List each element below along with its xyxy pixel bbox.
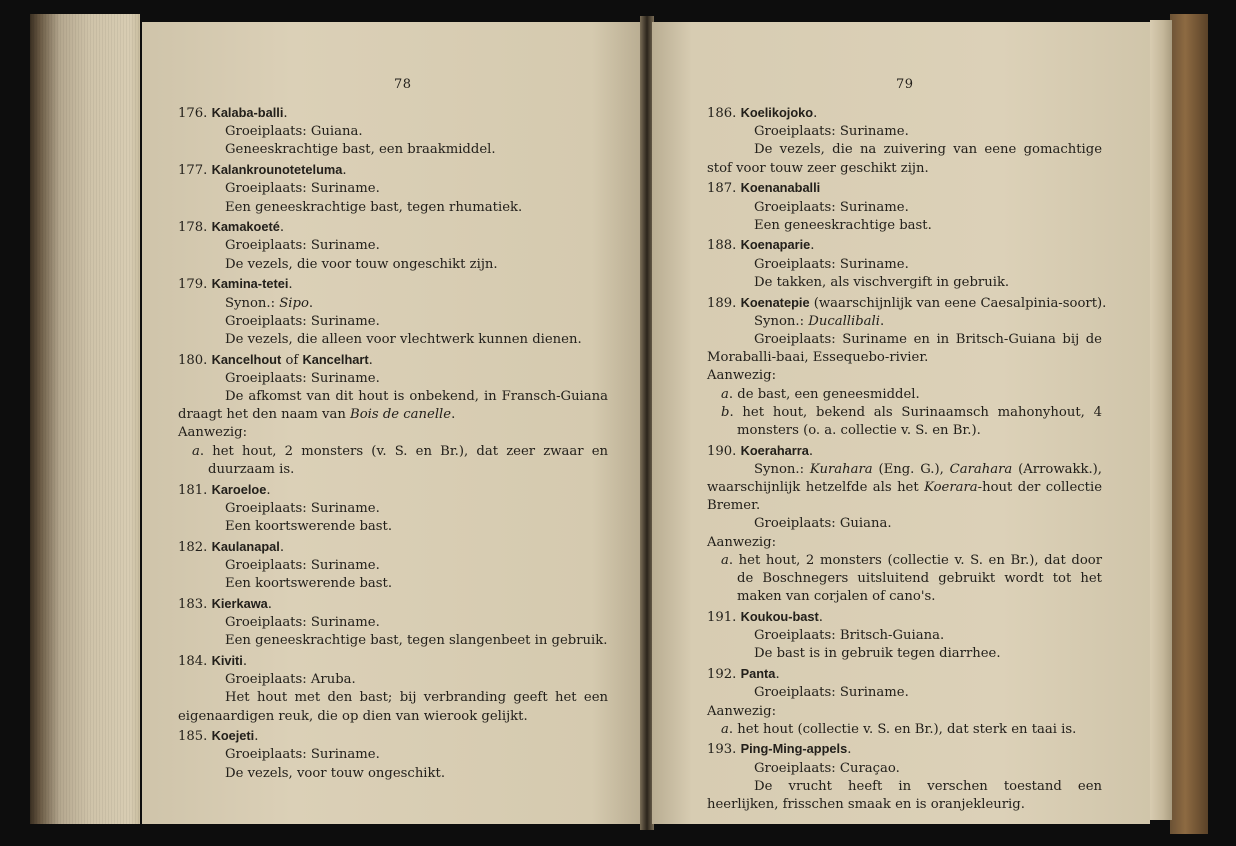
aanwezig-label: Aanwezig:	[707, 534, 777, 550]
entry-paragraph: De afkomst van dit hout is onbekend, in Fransch-Guiana draagt het den naam van Bois de canelle.	[178, 389, 608, 423]
entry-number: 180.	[178, 352, 208, 368]
aanwezig-label: Aanwezig:	[178, 425, 248, 441]
sample-item: a. het hout (collectie v. S. en Br.), dat sterk en taai is.	[721, 721, 1077, 737]
entry-line: De takken, als vischvergift in gebruik.	[754, 274, 1010, 290]
entry-number: 193.	[707, 742, 737, 758]
entry-line: Een koortswerende bast.	[225, 576, 393, 592]
entry-term: Kierkawa	[211, 595, 268, 611]
entry-list	[178, 104, 608, 784]
entry-line: Groeiplaats: Curaçao.	[754, 760, 900, 776]
entry-line: Groeiplaats: Suriname.	[754, 199, 909, 215]
entry-182: 182. Kaulanapal. Groeiplaats: Suriname. Een koortswerende bast.	[178, 538, 608, 594]
entry-term: Kalaba-balli	[211, 105, 284, 120]
entry-186: 186. Koelikojoko. Groeiplaats: Suriname. De vezels, die na zuivering van eene gomachtige stof voor touw zeer geschikt zijn.	[707, 104, 1102, 178]
entry-line: Groeiplaats: Guiana.	[225, 124, 363, 140]
right-page	[652, 22, 1150, 824]
entry-177: 177. Kalankrounoteteluma. Groeiplaats: Suriname. Een geneeskrachtige bast, tegen rhumatiek.	[178, 161, 608, 217]
page-number: 78	[394, 77, 412, 92]
entry-term-alt: Kancelhart	[302, 351, 369, 367]
entry-term: Koeraharra	[740, 442, 809, 458]
entry-line: Een geneeskrachtige bast, tegen rhumatiek.	[225, 199, 523, 215]
entry-number: 176.	[178, 106, 208, 121]
book-cover-right	[1170, 14, 1208, 834]
entry-193: 193. Ping-Ming-appels. Groeiplaats: Curaçao. De vrucht heeft in verschen toestand een heerlijken, frisschen smaak en is oranjekleurig.	[707, 740, 1102, 814]
entry-number: 189.	[707, 295, 737, 311]
entry-paragraph: Het hout met den bast; bij verbranding geeft het een eigenaardigen reuk, die op dien van wierook gelijkt.	[178, 690, 608, 724]
entry-line: De bast is in gebruik tegen diarrhee.	[754, 646, 1001, 662]
entry-term: Karoeloe	[211, 481, 267, 497]
entry-list	[707, 104, 1107, 816]
entry-number: 179.	[178, 277, 208, 293]
entry-191: 191. Koukou-bast. Groeiplaats: Britsch-Guiana. De bast is in gebruik tegen diarrhee.	[707, 608, 1102, 664]
entry-line: Groeiplaats: Suriname.	[225, 370, 380, 386]
entry-paragraph: De vezels, die na zuivering van eene gomachtige stof voor touw zeer geschikt zijn.	[707, 142, 1102, 176]
entry-number: 186.	[707, 106, 737, 121]
left-page	[142, 22, 642, 824]
entry-line: Groeiplaats: Suriname.	[225, 181, 380, 197]
entry-line: De vezels, die voor touw ongeschikt zijn.	[225, 256, 498, 272]
entry-185: 185. Koejeti. Groeiplaats: Suriname. De vezels, voor touw ongeschikt.	[178, 727, 608, 783]
entry-number: 178.	[178, 220, 208, 236]
entry-term: Kalankrounoteteluma	[211, 162, 343, 178]
entry-number: 188.	[707, 238, 737, 254]
entry-number: 181.	[178, 482, 208, 498]
page-number: 79	[896, 77, 914, 92]
entry-179: 179. Kamina-tetei. Synon.: Sipo. Groeiplaats: Suriname. De vezels, die alleen voor vlechtwerk kunnen dienen.	[178, 275, 608, 349]
entry-line: Groeiplaats: Suriname.	[225, 614, 380, 630]
entry-line: Groeiplaats: Suriname.	[225, 500, 380, 516]
synonym-line: Synon.: Sipo.	[225, 295, 314, 311]
entry-term: Koenaparie	[740, 237, 811, 253]
entry-term: Koukou-bast	[740, 608, 819, 624]
entry-line: Groeiplaats: Suriname.	[225, 238, 380, 254]
entry-term: Koenatepie	[740, 294, 810, 310]
synonym-line: Synon.: Kurahara (Eng. G.), Carahara (Arrowakk.), waarschijnlijk hetzelfde als het Koerara-hout der collectie Bremer.	[707, 461, 1103, 514]
entry-line: Groeiplaats: Guiana.	[754, 516, 892, 532]
sample-item: a. het hout, 2 monsters (collectie v. S. en Br.), dat door de Boschnegers uitsluitend gebruikt wordt tot het maken van corjalen of cano's.	[721, 552, 1102, 605]
entry-paragraph: De vrucht heeft in verschen toestand een heerlijken, frisschen smaak en is oranjekleurig.	[707, 778, 1102, 813]
entry-number: 190.	[707, 443, 737, 459]
entry-line: Groeiplaats: Suriname.	[754, 256, 909, 272]
aanwezig-label: Aanwezig:	[707, 368, 777, 384]
entry-term: Kancelhout	[211, 351, 282, 367]
entry-180: 180. Kancelhout of Kancelhart. Groeiplaats: Suriname. De afkomst van dit hout is onbekend, in Fransch-Guiana draagt het den naam van Bois de canelle. Aanwezig: a. het hout, 2 monsters (v. S. en Br.), dat zeer zwaar en duurzaam is.	[178, 351, 608, 479]
entry-number: 185.	[178, 729, 208, 745]
entry-term: Kaulanapal	[211, 538, 280, 554]
entry-line: Een geneeskrachtige bast.	[754, 217, 932, 233]
entry-187	[707, 179, 1102, 235]
entry-181: 181. Karoeloe. Groeiplaats: Suriname. Een koortswerende bast.	[178, 481, 608, 537]
entry-number: 182.	[178, 539, 208, 555]
entry-term: Kiviti	[211, 652, 243, 668]
entry-line: Groeiplaats: Suriname.	[754, 685, 909, 701]
entry-line: Groeiplaats: Aruba.	[225, 672, 356, 688]
entry-paragraph: Groeiplaats: Suriname en in Britsch-Guiana bij de Moraballi-baai, Essequebo-rivier.	[707, 331, 1102, 366]
entry-number: 177.	[178, 163, 208, 179]
entry-176: 176. Kalaba-balli. Groeiplaats: Guiana. Geneeskrachtige bast, een braakmiddel.	[178, 104, 608, 160]
entry-number: 191.	[707, 609, 737, 625]
entry-number: 183.	[178, 596, 208, 612]
entry-line: De vezels, die alleen voor vlechtwerk kunnen dienen.	[225, 331, 582, 347]
entry-line: Groeiplaats: Britsch-Guiana.	[754, 628, 945, 644]
entry-term: Kamina-tetei	[211, 276, 289, 292]
page-edges-right	[1150, 20, 1172, 820]
sample-item: a. het hout, 2 monsters (v. S. en Br.), dat zeer zwaar en duurzaam is.	[192, 443, 608, 477]
entry-term: Panta	[740, 666, 776, 682]
entry-line: Geneeskrachtige bast, een braakmiddel.	[225, 142, 496, 158]
page-edges-left	[30, 14, 140, 824]
entry-line: Een geneeskrachtige bast, tegen slangenbeet in gebruik.	[225, 633, 608, 649]
entry-line: De vezels, voor touw ongeschikt.	[225, 765, 446, 781]
entry-line: Groeiplaats: Suriname.	[225, 313, 380, 329]
entry-188: 188. Koenaparie. Groeiplaats: Suriname. De takken, als vischvergift in gebruik.	[707, 236, 1102, 292]
entry-189: 189. Koenatepie (waarschijnlijk van eene Caesalpinia-soort). Synon.: Ducallibali. Groeiplaats: Suriname en in Britsch-Guiana bij de Moraballi-baai, Essequebo-rivier. Aanwezig: a. de bast, een geneesmiddel. b. het hout, bekend als Surinaamsch mahonyhout, 4 monsters (o. a. collectie v. S. en Br.).	[707, 294, 1102, 441]
synonym-line: Synon.: Ducallibali.	[754, 313, 885, 329]
entry-number: 187.	[707, 181, 737, 197]
entry-number: 192.	[707, 667, 737, 683]
entry-line: Groeiplaats: Suriname.	[754, 124, 909, 140]
entry-line: Groeiplaats: Suriname.	[225, 557, 380, 573]
entry-term: Koelikojoko	[740, 105, 814, 120]
entry-line: Groeiplaats: Suriname.	[225, 747, 380, 763]
entry-line: Een koortswerende bast.	[225, 518, 393, 534]
entry-190: 190. Koeraharra. Synon.: Kurahara (Eng. G.), Carahara (Arrowakk.), waarschijnlijk hetzelfde als het Koerara-hout der collectie Bremer. Groeiplaats: Guiana. Aanwezig: a. het hout, 2 monsters (collectie v. S. en Br.), dat door de Boschnegers uitsluitend gebruikt wordt tot het maken van corjalen of cano's.	[707, 442, 1102, 607]
entry-192: 192. Panta. Groeiplaats: Suriname. Aanwezig: a. het hout (collectie v. S. en Br.), dat sterk en taai is.	[707, 665, 1102, 739]
entry-183: 183. Kierkawa. Groeiplaats: Suriname. Een geneeskrachtige bast, tegen slangenbeet in gebruik.	[178, 595, 608, 651]
sample-item: b. het hout, bekend als Surinaamsch mahonyhout, 4 monsters (o. a. collectie v. S. en Br.).	[721, 404, 1102, 438]
entry-term: Kamakoeté	[211, 219, 280, 235]
entry-term: Ping-Ming-appels	[740, 741, 848, 757]
sample-item: a. de bast, een geneesmiddel.	[721, 386, 920, 402]
aanwezig-label: Aanwezig:	[707, 703, 777, 719]
entry-184: 184. Kiviti. Groeiplaats: Aruba. Het hout met den bast; bij verbranding geeft het een eigenaardigen reuk, die op dien van wierook gelijkt.	[178, 652, 608, 726]
entry-term: Koenanaballi	[740, 180, 821, 196]
entry-number: 184.	[178, 653, 208, 669]
entry-term: Koejeti	[211, 728, 255, 744]
entry-178: 178. Kamakoeté. Groeiplaats: Suriname. De vezels, die voor touw ongeschikt zijn.	[178, 218, 608, 274]
